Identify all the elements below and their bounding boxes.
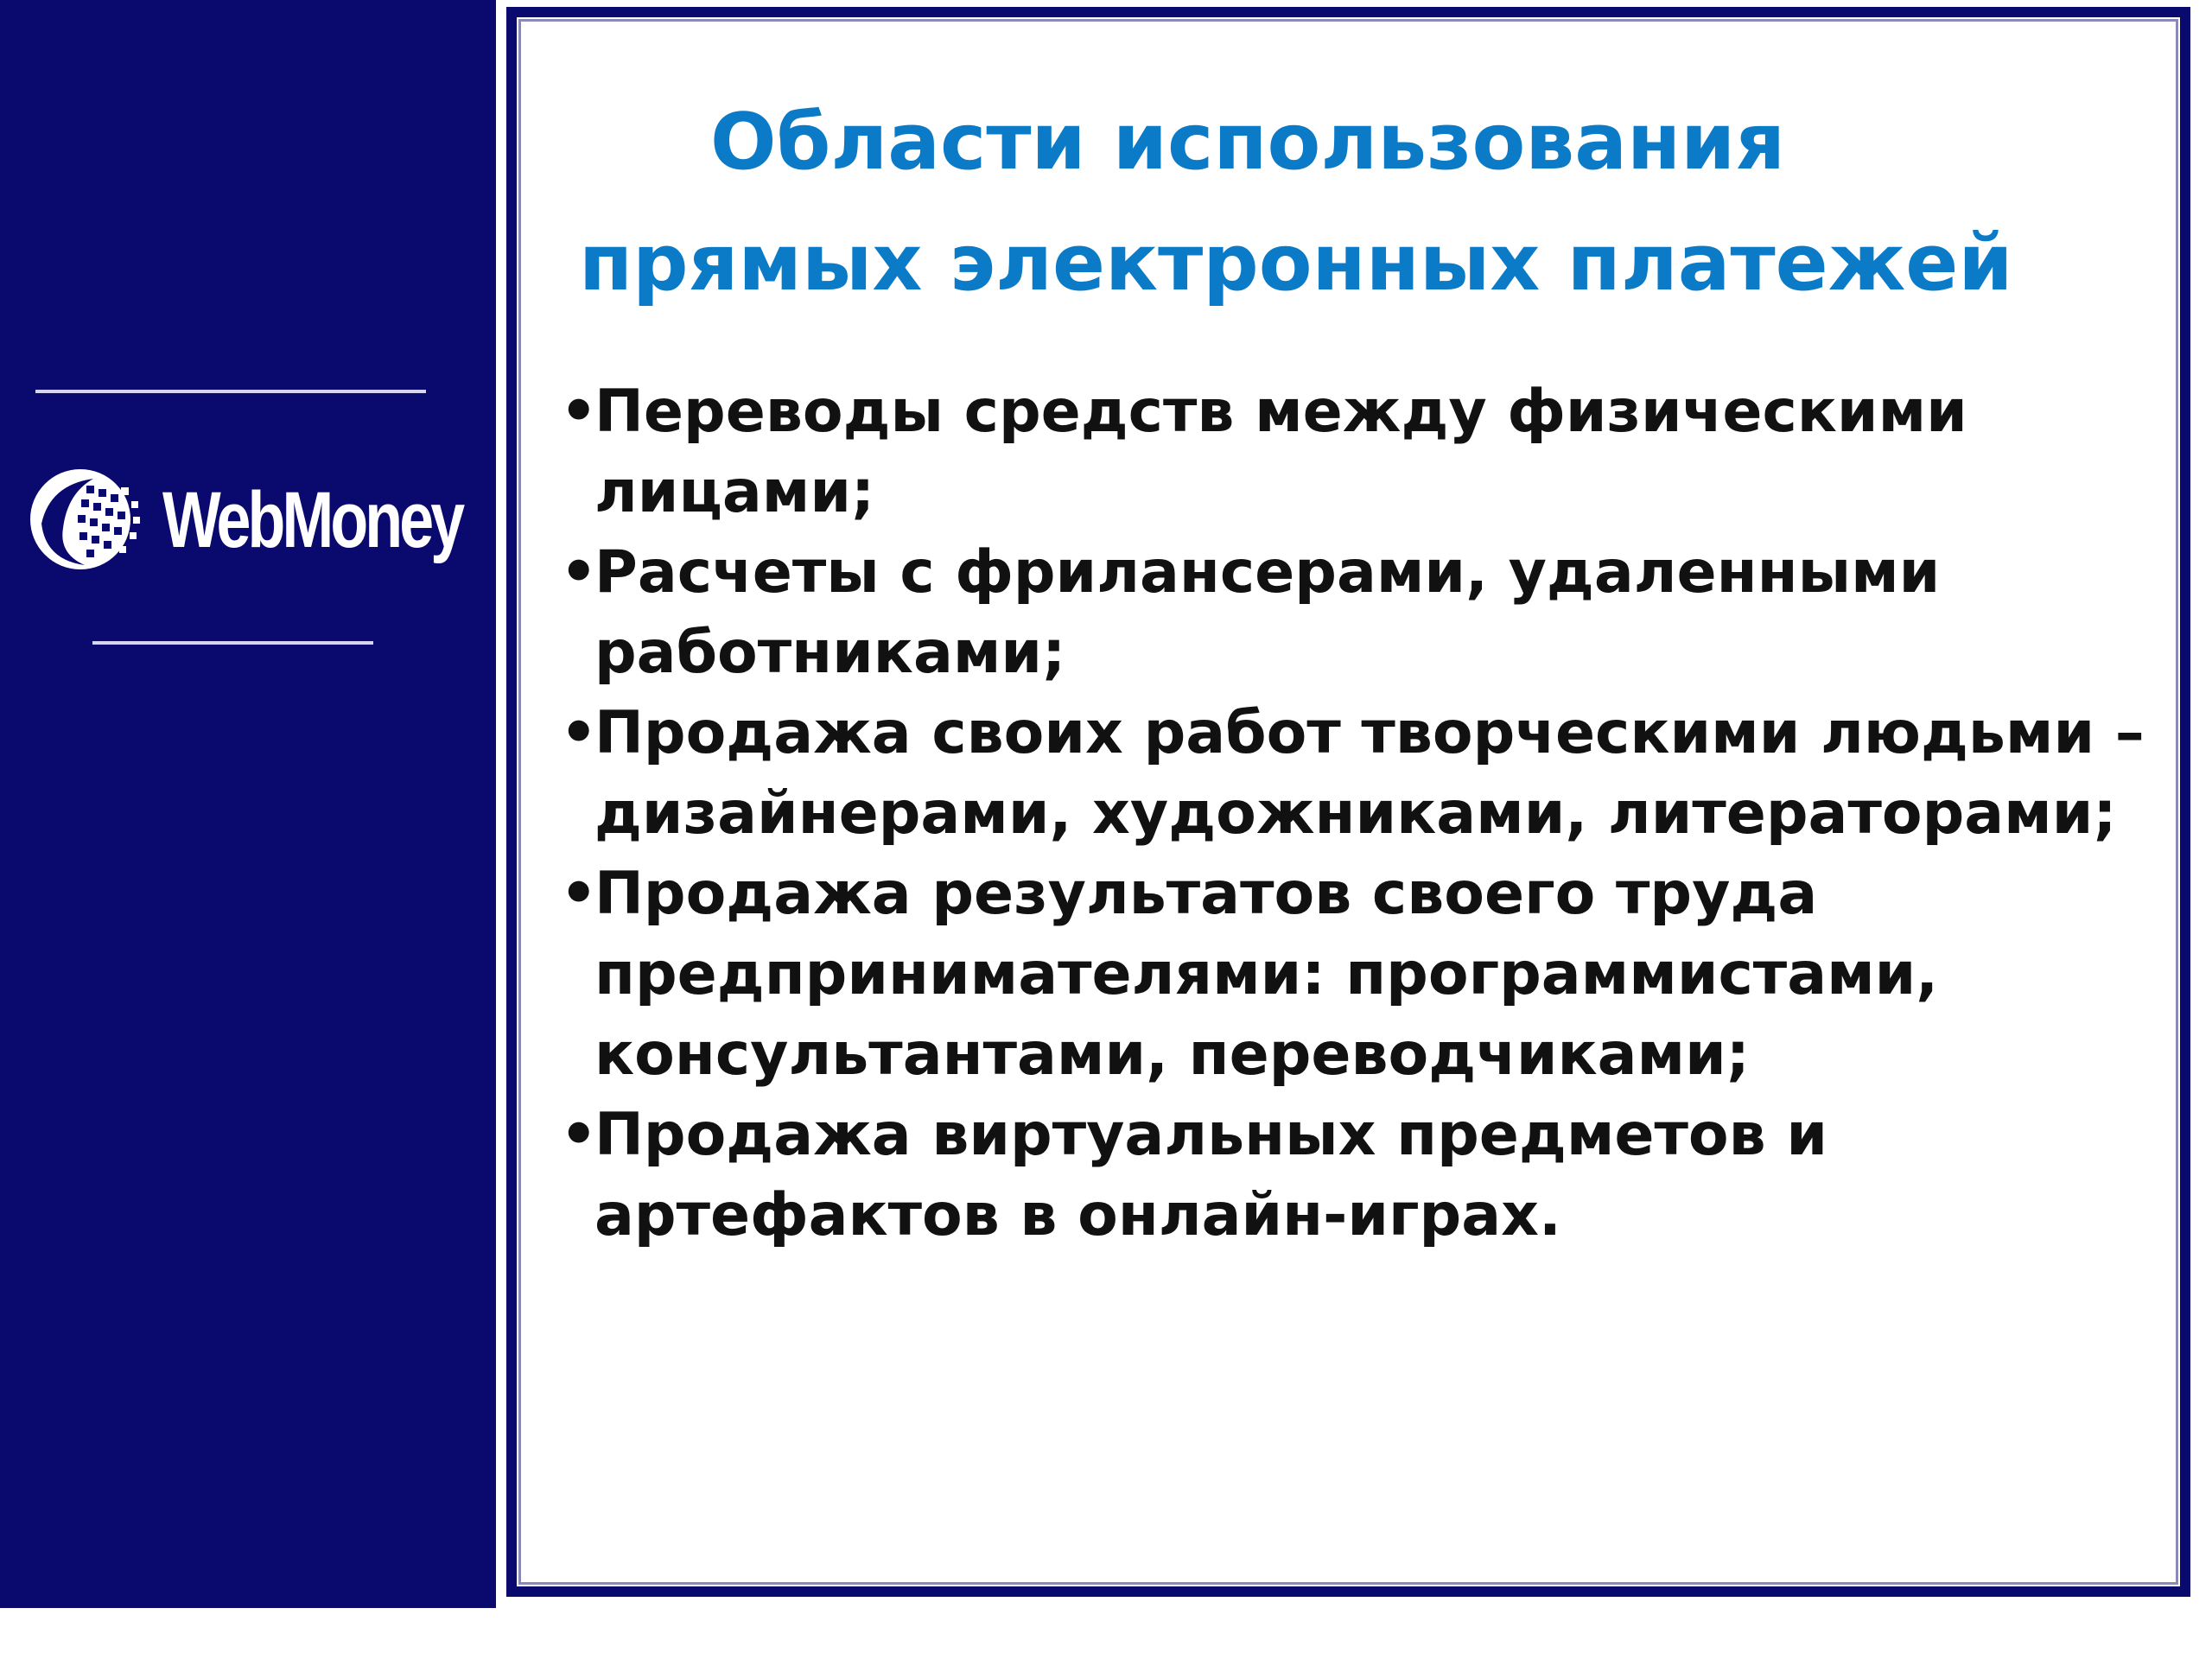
bullet-item bbox=[560, 1095, 2193, 1255]
webmoney-globe-icon bbox=[24, 463, 145, 575]
bullet-marker: • bbox=[560, 378, 598, 446]
sidebar-divider-bottom bbox=[92, 641, 373, 645]
webmoney-logo-text: WebMoney bbox=[162, 476, 462, 564]
bullet-marker: • bbox=[560, 1101, 598, 1169]
webmoney-logo bbox=[24, 463, 462, 575]
bullet-text: Продажа виртуальных предметов и артефактов в онлайн-играх. bbox=[594, 1101, 1828, 1249]
bullet-item bbox=[560, 854, 2193, 1095]
bullet-item bbox=[560, 372, 2193, 532]
bullet-text: Расчеты с фрилансерами, удаленными работниками; bbox=[594, 538, 1941, 687]
bullet-item bbox=[560, 693, 2193, 854]
bullet-list bbox=[560, 372, 2193, 1255]
sidebar-divider-top bbox=[35, 390, 426, 393]
slide-title-line-1: Области использования bbox=[710, 97, 1786, 188]
bullet-item bbox=[560, 532, 2193, 693]
bullet-text: Переводы средств между физическими лицами; bbox=[594, 378, 1967, 526]
bullet-text: Продажа своих работ творческими людьми – дизайнерами, художниками, литераторами; bbox=[594, 699, 2145, 848]
slide-title-line-2: прямых электронных платежей bbox=[579, 218, 2013, 308]
bullet-marker: • bbox=[560, 860, 598, 928]
bullet-marker: • bbox=[560, 699, 598, 767]
sidebar bbox=[0, 0, 496, 1608]
slide-title bbox=[553, 82, 2160, 324]
bullet-text: Продажа результатов своего труда предпринимателями: программистами, консультантами, переводчиками; bbox=[594, 860, 1939, 1089]
bullet-marker: • bbox=[560, 538, 598, 607]
